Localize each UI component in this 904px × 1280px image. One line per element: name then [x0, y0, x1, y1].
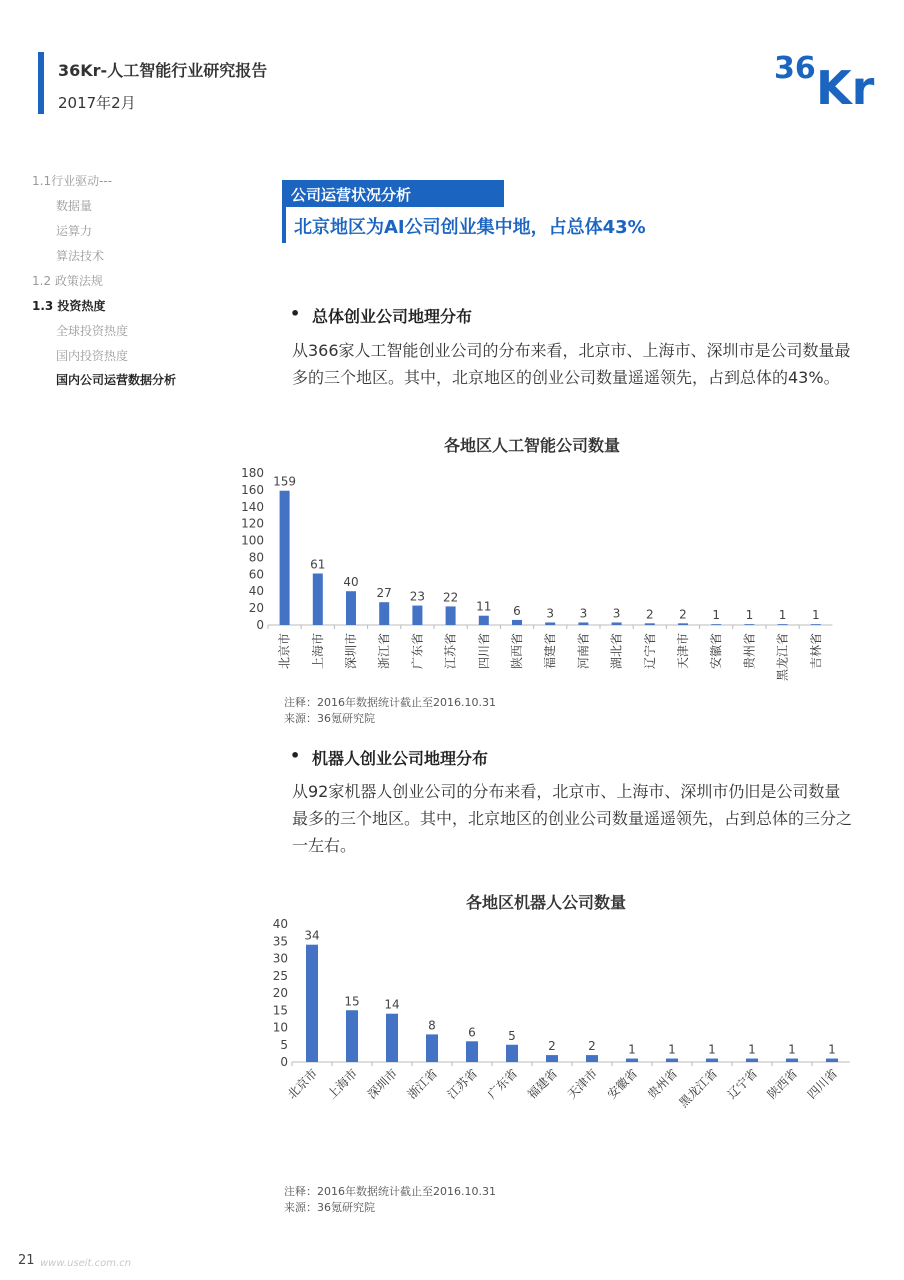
x-tick-label: 北京市 — [277, 633, 292, 670]
toc-item[interactable]: 国内公司运营数据分析 — [56, 373, 177, 387]
bar — [506, 1045, 518, 1062]
y-tick-label: 30 — [272, 951, 288, 966]
bar — [578, 622, 588, 625]
x-tick-label: 江苏省 — [443, 633, 458, 670]
data-label: 3 — [579, 606, 588, 621]
chart2-title: 各地区机器人公司数量 — [466, 893, 627, 912]
bar — [479, 616, 489, 625]
logo-36: 36 — [774, 51, 816, 86]
section-headline: 北京地区为AI公司创业集中地，占总体43% — [294, 217, 646, 238]
header-accent-bar — [38, 52, 44, 114]
x-tick-label: 福建省 — [543, 633, 558, 670]
bar — [546, 1055, 558, 1062]
bar — [346, 591, 356, 625]
data-label: 11 — [476, 599, 492, 614]
block2-paragraph: 从92家机器人创业公司的分布来看，北京市、上海市、深圳市仍旧是公司数量最多的三个地区。其中，北京地区的创业公司数量遥遥领先，占到总体的三分之一左右。 — [292, 782, 853, 855]
x-tick-label: 安徽省 — [604, 1066, 641, 1102]
bar — [678, 623, 688, 625]
x-tick-label: 河南省 — [576, 633, 591, 670]
toc-item[interactable]: 1.3 投资热度 — [32, 299, 106, 313]
data-label: 159 — [273, 474, 297, 489]
chart1-title: 各地区人工智能公司数量 — [444, 436, 621, 455]
bullet-dot: • — [290, 746, 301, 765]
y-tick-label: 0 — [280, 1055, 288, 1069]
block1-note: 注释：2016年数据统计截止至2016.10.31 — [284, 696, 496, 709]
data-label: 2 — [645, 607, 654, 622]
data-label: 1 — [708, 1042, 716, 1057]
y-tick-label: 160 — [241, 482, 264, 497]
x-tick-label: 安徽省 — [709, 633, 724, 670]
block1-paragraph: 从366家人工智能创业公司的分布来看，北京市、上海市、深圳市是公司数量最多的三个地区。其中，北京地区的创业公司数量遥遥领先，占到总体的43%。 — [292, 341, 851, 387]
x-tick-label: 深圳市 — [364, 1066, 401, 1102]
data-label: 2 — [548, 1039, 556, 1054]
y-tick-label: 5 — [280, 1037, 288, 1052]
y-tick-label: 10 — [272, 1020, 288, 1035]
chart2-robot-companies-by-region — [250, 916, 850, 1136]
bar — [706, 1059, 718, 1062]
y-tick-label: 60 — [248, 567, 264, 582]
report-title: 36Kr-人工智能行业研究报告 — [58, 61, 268, 80]
data-label: 22 — [442, 590, 459, 605]
bar — [512, 620, 522, 625]
data-label: 1 — [828, 1042, 836, 1057]
section-tag-label: 公司运营状况分析 — [291, 186, 412, 204]
data-label: 1 — [668, 1042, 676, 1057]
bar — [811, 624, 821, 625]
x-tick-label: 江苏省 — [444, 1066, 481, 1102]
y-tick-label: 0 — [256, 618, 264, 632]
toc-item[interactable]: 运算力 — [56, 224, 93, 238]
y-tick-label: 40 — [272, 917, 288, 931]
y-tick-label: 15 — [272, 1003, 288, 1018]
bar — [746, 1059, 758, 1062]
x-tick-label: 贵州省 — [742, 633, 757, 670]
x-tick-label: 上海市 — [324, 1066, 361, 1102]
block2-heading: 机器人创业公司地理分布 — [312, 749, 489, 768]
toc-item[interactable]: 全球投资热度 — [56, 324, 129, 338]
bar — [412, 606, 422, 625]
toc-item[interactable]: 数据量 — [56, 199, 93, 213]
data-label: 27 — [376, 586, 392, 601]
bar — [446, 606, 456, 625]
data-label: 1 — [778, 608, 787, 623]
x-tick-label: 北京市 — [284, 1066, 321, 1102]
x-tick-label: 吉林省 — [808, 633, 823, 670]
bullet-dot: • — [290, 304, 301, 323]
watermark: www.useit.com.cn — [40, 1258, 132, 1269]
y-tick-label: 35 — [272, 934, 288, 949]
data-label: 6 — [513, 603, 521, 618]
bar — [826, 1059, 838, 1062]
page-number: 21 — [18, 1253, 35, 1268]
bar — [306, 945, 318, 1062]
bar — [386, 1014, 398, 1062]
logo-kr: Kr — [816, 61, 875, 108]
data-label: 61 — [310, 557, 326, 572]
data-label: 1 — [748, 1042, 756, 1057]
bar — [612, 622, 622, 625]
x-tick-label: 福建省 — [524, 1066, 561, 1102]
x-tick-label: 广东省 — [484, 1066, 521, 1102]
x-tick-label: 黑龙江省 — [676, 1066, 721, 1111]
x-tick-label: 浙江省 — [404, 1066, 441, 1102]
data-label: 34 — [304, 928, 320, 943]
toc-item[interactable]: 国内投资热度 — [56, 349, 129, 363]
x-tick-label: 陕西省 — [764, 1066, 801, 1102]
data-label: 1 — [712, 608, 721, 623]
y-tick-label: 80 — [248, 550, 264, 565]
x-tick-label: 浙江省 — [377, 633, 392, 670]
x-tick-label: 陕西省 — [510, 633, 524, 670]
data-label: 3 — [612, 606, 621, 621]
toc-item[interactable]: 1.2 政策法规 — [32, 274, 103, 288]
bar — [426, 1034, 438, 1062]
bar — [786, 1059, 798, 1062]
bar — [280, 491, 290, 625]
bar — [346, 1010, 358, 1062]
bar — [379, 602, 389, 625]
chart1-ai-companies-by-region — [230, 462, 850, 690]
toc-item[interactable]: 算法技术 — [56, 249, 105, 263]
bar — [545, 622, 555, 625]
bar — [666, 1059, 678, 1062]
block2-note: 注释：2016年数据统计截止至2016.10.31 — [284, 1185, 496, 1198]
bar — [586, 1055, 598, 1062]
y-tick-label: 140 — [241, 499, 264, 514]
y-tick-label: 100 — [241, 533, 264, 548]
y-tick-label: 20 — [248, 601, 264, 616]
y-tick-label: 40 — [248, 584, 264, 599]
block2-source: 来源：36氪研究院 — [284, 1201, 375, 1214]
block1-source: 来源：36氪研究院 — [284, 712, 375, 725]
headline-accent-rule — [282, 207, 286, 243]
x-tick-label: 辽宁省 — [642, 633, 657, 670]
bar — [313, 573, 323, 625]
data-label: 15 — [344, 994, 360, 1009]
toc-item[interactable]: 1.1行业驱动--- — [32, 174, 113, 188]
data-label: 40 — [343, 575, 359, 590]
x-tick-label: 四川省 — [804, 1066, 841, 1102]
x-tick-label: 深圳市 — [344, 633, 358, 670]
data-label: 1 — [745, 608, 754, 623]
bar — [711, 624, 721, 625]
report-date: 2017年2月 — [58, 94, 136, 112]
data-label: 1 — [788, 1042, 796, 1057]
bar — [778, 624, 788, 625]
bar — [626, 1059, 638, 1062]
data-label: 23 — [409, 589, 426, 604]
x-tick-label: 天津市 — [564, 1066, 601, 1102]
section-tag — [282, 180, 504, 207]
data-label: 8 — [428, 1018, 436, 1033]
y-tick-label: 20 — [272, 986, 288, 1000]
x-tick-label: 上海市 — [310, 633, 325, 670]
x-tick-label: 四川省 — [476, 633, 491, 670]
data-label: 6 — [468, 1025, 476, 1040]
y-tick-label: 25 — [272, 968, 288, 983]
bar — [466, 1041, 478, 1062]
x-tick-label: 湖北省 — [609, 633, 624, 670]
x-tick-label: 黑龙江省 — [775, 633, 790, 682]
data-label: 1 — [811, 608, 820, 623]
x-tick-label: 天津市 — [676, 633, 690, 670]
bar — [645, 623, 655, 625]
x-tick-label: 广东省 — [410, 633, 425, 670]
y-tick-label: 180 — [241, 466, 264, 480]
block1-heading: 总体创业公司地理分布 — [312, 307, 473, 326]
y-tick-label: 120 — [241, 516, 264, 531]
x-tick-label: 贵州省 — [644, 1066, 681, 1102]
x-tick-label: 辽宁省 — [724, 1066, 761, 1102]
data-label: 1 — [628, 1042, 636, 1057]
data-label: 5 — [508, 1028, 516, 1043]
data-label: 2 — [588, 1039, 596, 1054]
data-label: 2 — [679, 607, 687, 622]
bar — [744, 624, 754, 625]
data-label: 14 — [384, 997, 400, 1012]
36kr-logo — [770, 48, 880, 108]
data-label: 3 — [546, 606, 555, 621]
